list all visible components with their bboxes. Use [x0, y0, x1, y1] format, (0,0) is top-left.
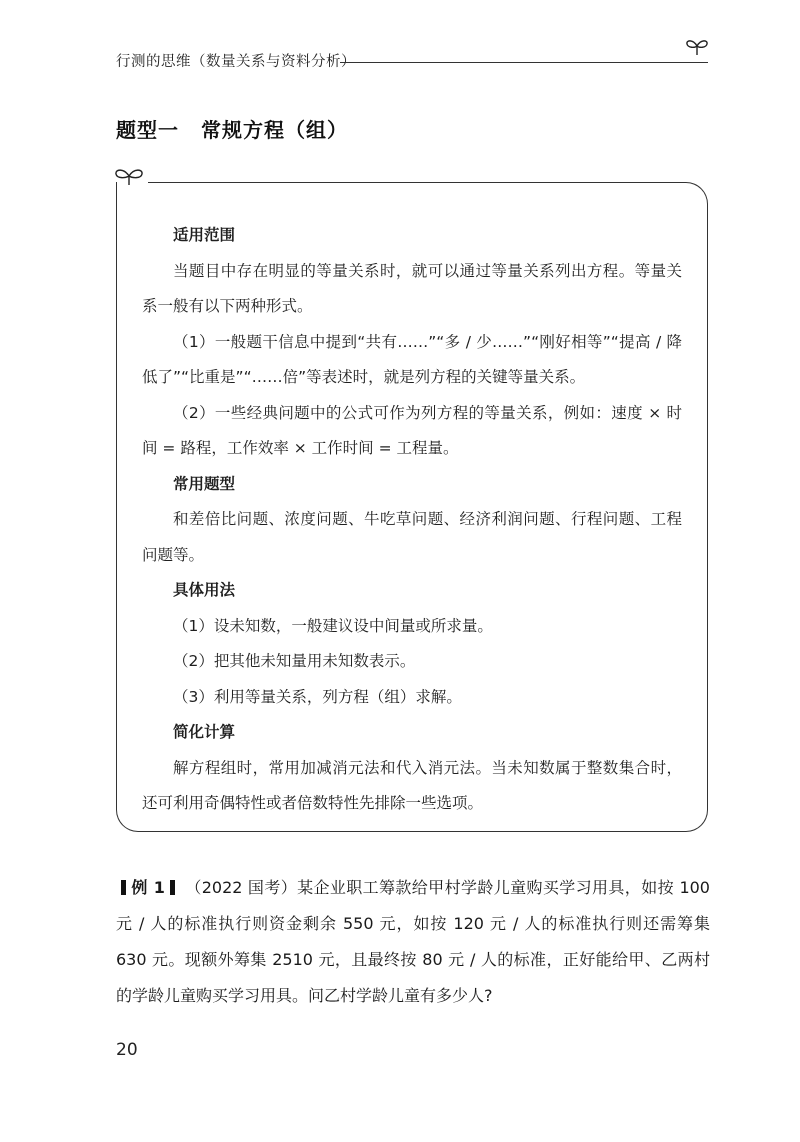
scope-item-1: （1）一般题干信息中提到“共有……”“多 / 少……”“刚好相等”“提高 / 降低了”“比重是”“……倍”等表述时，就是列方程的关键等量关系。: [142, 332, 682, 386]
page-number: 20: [116, 1040, 138, 1060]
box-top-rule: [148, 182, 683, 183]
section-heading: [116, 114, 348, 143]
info-box-content: [142, 218, 682, 822]
usage-step-3: （3）利用等量关系，列方程（组）求解。: [173, 687, 462, 706]
scope-item-2: （2）一些经典问题中的公式可作为列方程的等量关系，例如：速度 × 时间 = 路程，工作效率 × 工作时间 = 工程量。: [142, 403, 682, 457]
example-text: 某企业职工筹款给甲村学龄儿童购买学习用具，如按 100 元 / 人的标准执行则资金剩余 550 元，如按 120 元 / 人的标准执行则还需筹集 630 元。现额外筹集 2510 元，且最终按 80 元 / 人的标准，正好能给甲、乙两村的学龄儿童购买学习用具。问乙村学龄儿童有多少人?: [116, 878, 710, 1005]
example-problem: [116, 870, 710, 1014]
types-text: 和差倍比问题、浓度问题、牛吃草问题、经济利润问题、行程问题、工程问题等。: [142, 510, 682, 564]
usage-step-1: （1）设未知数，一般建议设中间量或所求量。: [173, 616, 493, 635]
running-header: [116, 48, 706, 74]
calc-heading: 简化计算: [173, 723, 236, 741]
book-title: 行测的思维（数量关系与资料分析）: [116, 54, 356, 70]
usage-heading: 具体用法: [173, 581, 236, 599]
scope-heading: 适用范围: [173, 226, 236, 244]
types-heading: 常用题型: [173, 474, 236, 493]
usage-step-2: （2）把其他未知量用未知数表示。: [173, 652, 416, 670]
bracket-bar-icon: [121, 880, 126, 895]
header-rule: [340, 62, 708, 63]
section-label: 题型一: [116, 118, 179, 142]
example-source: （2022 国考）: [185, 878, 298, 897]
scope-intro: 当题目中存在明显的等量关系时，就可以通过等量关系列出方程。等量关系一般有以下两种形式。: [142, 261, 682, 315]
bracket-bar-icon: [170, 880, 175, 895]
sprout-icon: [684, 36, 710, 56]
calc-text: 解方程组时，常用加减消元法和代入消元法。当未知数属于整数集合时，还可利用奇偶特性或者倍数特性先排除一些选项。: [142, 758, 682, 812]
example-label: 例 1: [131, 878, 165, 897]
section-title: 常规方程（组）: [201, 118, 348, 142]
